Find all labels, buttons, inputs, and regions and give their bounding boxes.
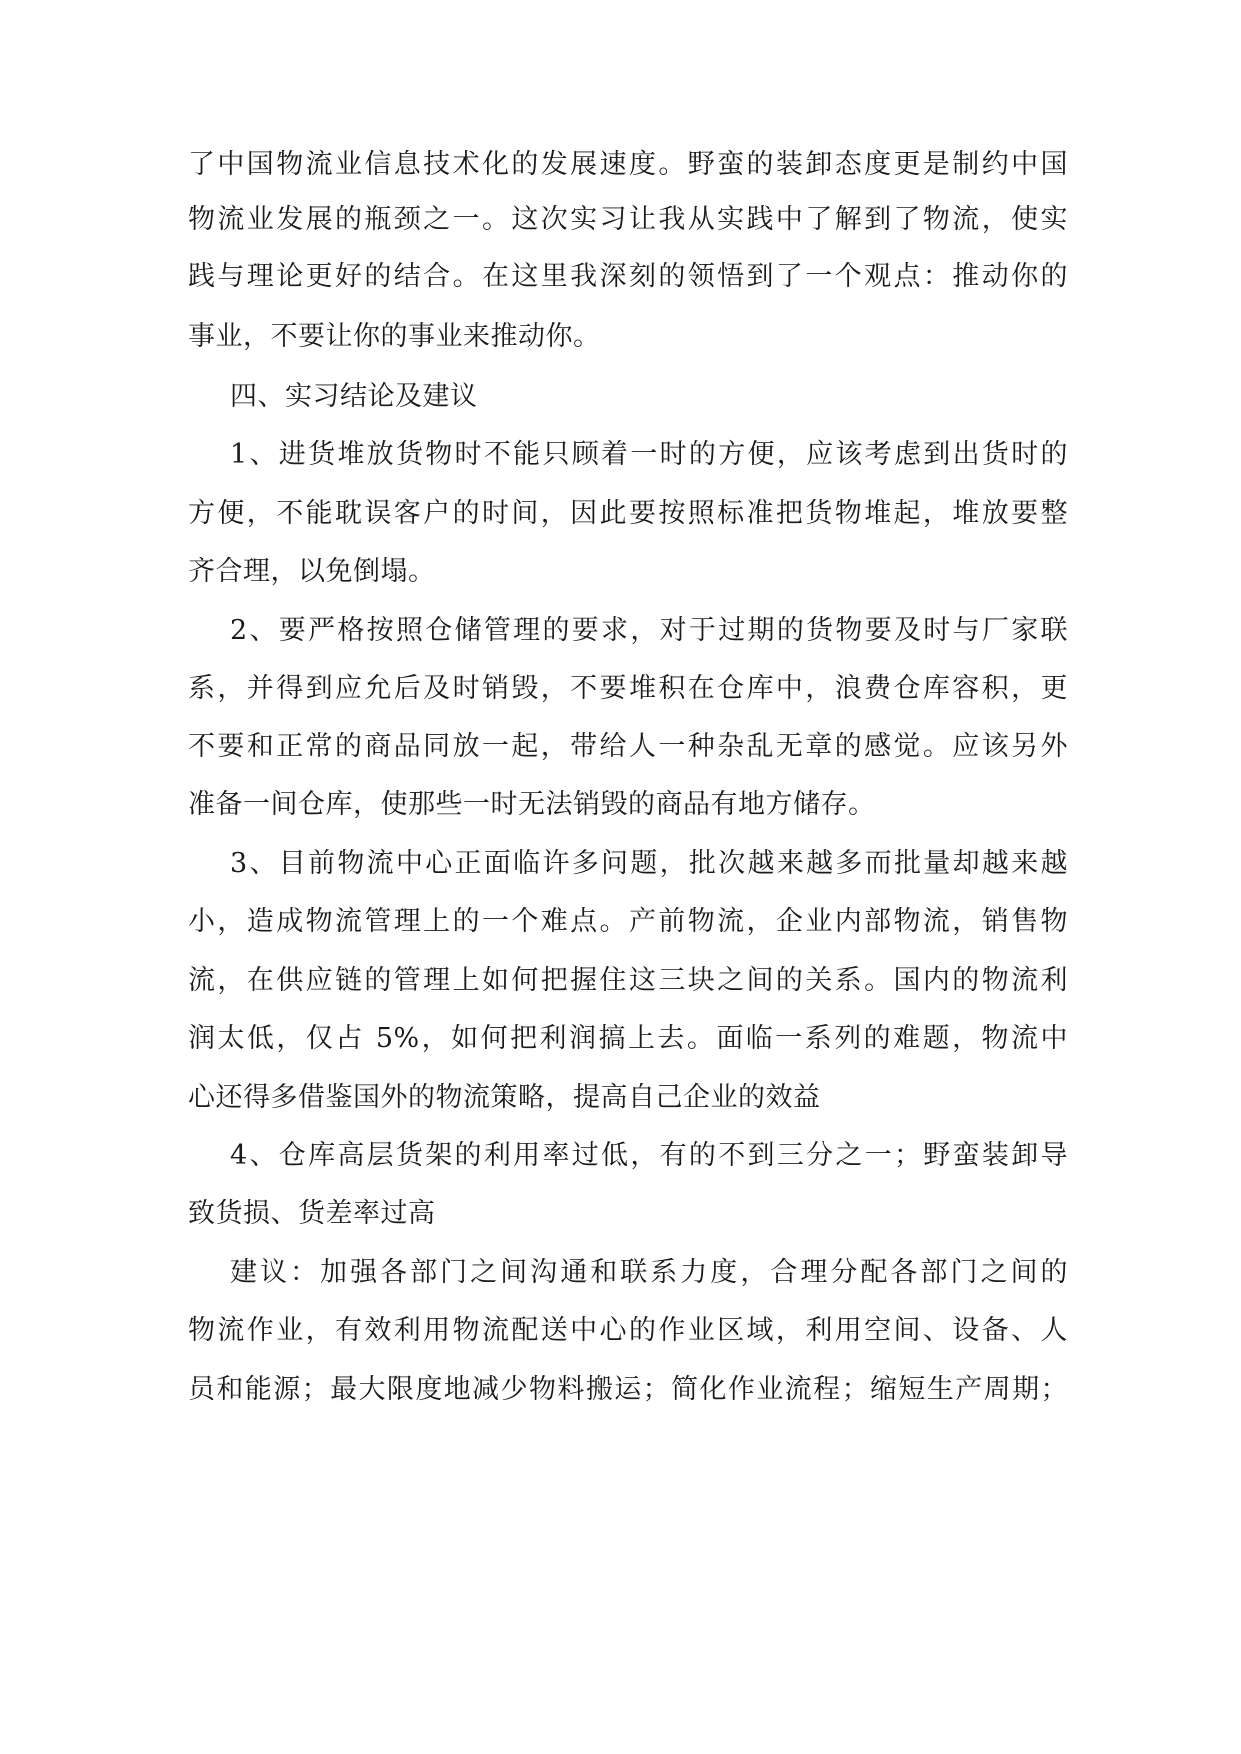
- text-line: 不要和正常的商品同放一起，带给人一种杂乱无章的感觉。应该另外: [188, 731, 1068, 762]
- text-line: 方便，不能耽误客户的时间，因此要按照标准把货物堆起，堆放要整: [188, 498, 1068, 529]
- text-line: 4、仓库高层货架的利用率过低，有的不到三分之一；野蛮装卸导: [230, 1140, 1068, 1171]
- section-heading: 四、实习结论及建议: [230, 381, 478, 412]
- text-line: 致货损、货差率过高: [188, 1198, 436, 1229]
- text-line: 准备一间仓库，使那些一时无法销毁的商品有地方储存。: [188, 789, 876, 820]
- text-line: 物流作业，有效利用物流配送中心的作业区域，利用空间、设备、人: [188, 1315, 1068, 1346]
- text-line: 3、目前物流中心正面临许多问题，批次越来越多而批量却越来越: [230, 848, 1068, 879]
- text-line: 流，在供应链的管理上如何把握住这三块之间的关系。国内的物流利: [188, 965, 1068, 996]
- text-line: 建议：加强各部门之间沟通和联系力度，合理分配各部门之间的: [230, 1257, 1068, 1288]
- text-line: 2、要严格按照仓储管理的要求，对于过期的货物要及时与厂家联: [230, 615, 1068, 646]
- text-line: 齐合理，以免倒塌。: [188, 556, 436, 587]
- text-line: 事业，不要让你的事业来推动你。: [188, 321, 601, 352]
- text-line: 物流业发展的瓶颈之一。这次实习让我从实践中了解到了物流，使实: [188, 204, 1068, 235]
- text-line: 了中国物流业信息技术化的发展速度。野蛮的装卸态度更是制约中国: [188, 149, 1068, 180]
- text-line: 润太低，仅占 5%，如何把利润搞上去。面临一系列的难题，物流中: [188, 1023, 1068, 1054]
- text-line: 小，造成物流管理上的一个难点。产前物流，企业内部物流，销售物: [188, 906, 1068, 937]
- text-line: 心还得多借鉴国外的物流策略，提高自己企业的效益: [188, 1082, 821, 1113]
- text-line: 1、进货堆放货物时不能只顾着一时的方便，应该考虑到出货时的: [230, 439, 1068, 470]
- text-line: 践与理论更好的结合。在这里我深刻的领悟到了一个观点：推动你的: [188, 261, 1068, 292]
- text-line: 系，并得到应允后及时销毁，不要堆积在仓库中，浪费仓库容积，更: [188, 673, 1068, 704]
- text-line: 员和能源；最大限度地减少物料搬运；简化作业流程；缩短生产周期；: [188, 1374, 1068, 1405]
